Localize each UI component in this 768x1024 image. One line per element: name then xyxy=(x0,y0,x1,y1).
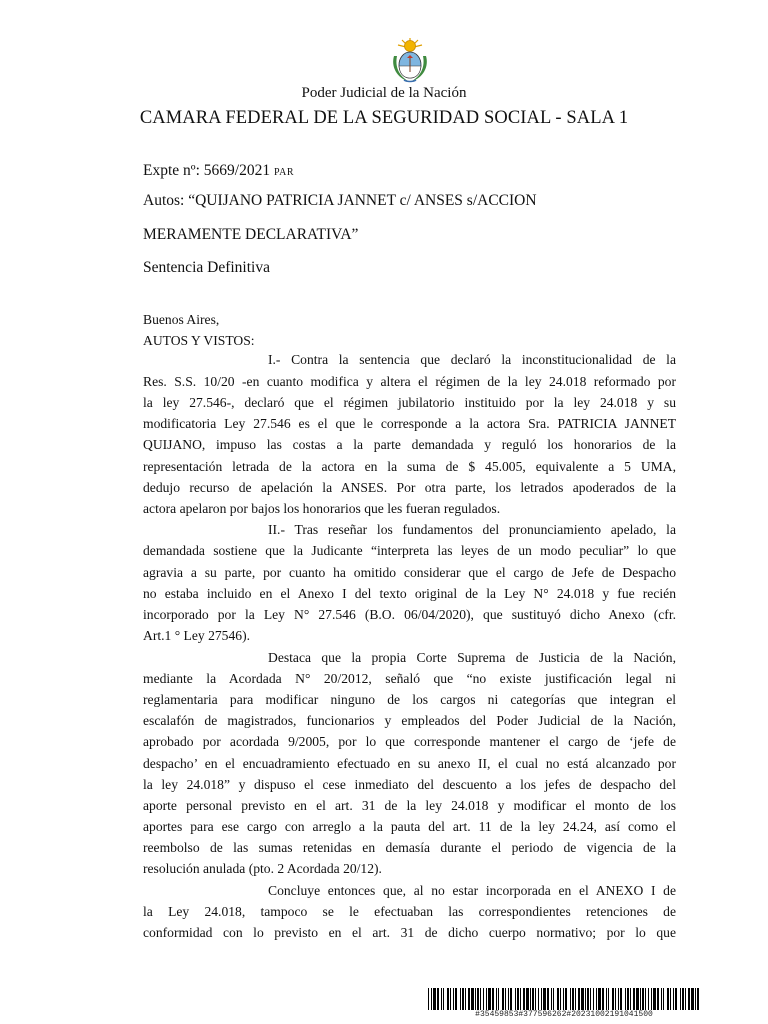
barcode-bar xyxy=(570,988,571,1010)
body-line: Res. S.S. 10/20 -en cuanto modifica y altera el régimen de la ley 24.018 reformado por xyxy=(143,374,676,389)
barcode-bar xyxy=(680,988,681,1010)
body-line: aporte personal previsto en el art. 31 de la ley 24.018 y modificar el monto de los xyxy=(143,798,676,813)
barcode-bar xyxy=(475,988,476,1010)
body-line: reembolso de las sumas retenidas en demasía durante el periodo de vigencia de la xyxy=(143,840,676,855)
barcode-bar xyxy=(455,988,457,1010)
barcode-bar xyxy=(517,988,519,1010)
argentina-coat-of-arms-icon xyxy=(388,36,432,84)
body-line: escalafón de magistrados, funcionarios y empleados del Poder Judicial de la Nación, xyxy=(143,713,676,728)
barcode-bar xyxy=(657,988,659,1010)
barcode-bar xyxy=(663,988,664,1010)
barcode-bar xyxy=(608,988,609,1010)
barcode-bar xyxy=(433,988,436,1010)
barcode-bar xyxy=(587,988,589,1010)
barcode-bar xyxy=(530,988,531,1010)
barcode-bar xyxy=(618,988,619,1010)
barcode-number: #35459853#377596262#20231002191041500 xyxy=(475,1010,653,1019)
case-number-label: Expte nº: 5669/2021 xyxy=(143,162,271,179)
barcode-bar xyxy=(462,988,464,1010)
barcode-bar xyxy=(642,988,644,1010)
barcode-bar xyxy=(443,988,444,1010)
barcode-bar xyxy=(563,988,564,1010)
body-line: Concluye entonces que, al no estar incorporada en el ANEXO I de xyxy=(268,883,676,898)
body-line: la Ley 24.018, tampoco se le efectuaban las correspondientes retenciones de xyxy=(143,904,676,919)
barcode-bar xyxy=(585,988,586,1010)
barcode-bar xyxy=(551,988,552,1010)
barcode-bar xyxy=(541,988,542,1010)
body-line: representación letrada de la actora en la suma de $ 45.005, equivalente a 5 UMA, xyxy=(143,459,676,474)
barcode-bar xyxy=(428,988,429,1010)
barcode-bar xyxy=(480,988,481,1010)
body-line: modificatoria Ley 27.546 es el que le corresponde a la actora Sra. PATRICIA JANNET xyxy=(143,416,676,431)
barcode-bar xyxy=(538,988,539,1010)
barcode-bar xyxy=(667,988,669,1010)
barcode-bar xyxy=(633,988,635,1010)
barcode-bar xyxy=(598,988,601,1010)
barcode-bar xyxy=(496,988,497,1010)
barcode-bar xyxy=(515,988,516,1010)
barcode-bar xyxy=(526,988,529,1010)
barcode-bar xyxy=(620,988,622,1010)
barcode-bar xyxy=(437,988,439,1010)
barcode-bar xyxy=(465,988,466,1010)
barcode-bar xyxy=(572,988,574,1010)
barcode-bar xyxy=(565,988,567,1010)
barcode-bar xyxy=(682,988,684,1010)
court-name: Poder Judicial de la Nación xyxy=(301,85,467,101)
barcode-bar xyxy=(532,988,534,1010)
barcode-bar xyxy=(575,988,576,1010)
barcode-bar xyxy=(543,988,546,1010)
barcode-bar xyxy=(523,988,525,1010)
body-line: la ley 27.546-, declaró que el régimen jubilatorio instituido por la ley 24.018 y su xyxy=(143,395,676,410)
body-line: I.- Contra la sentencia que declaró la inconstitucionalidad de la xyxy=(268,352,676,367)
barcode-bar xyxy=(612,988,614,1010)
case-number-suffix: PAR xyxy=(273,167,294,178)
body-line: demandada sostiene que la Judicante “interpreta las leyes de un modo peculiar” lo que xyxy=(143,543,676,558)
barcode-bar xyxy=(547,988,549,1010)
barcode-bar xyxy=(557,988,559,1010)
barcode-bar xyxy=(636,988,639,1010)
barcode-bar xyxy=(685,988,686,1010)
barcode-bar xyxy=(488,988,491,1010)
barcode-bar xyxy=(593,988,594,1010)
body-line: Buenos Aires, xyxy=(143,312,220,327)
barcode-bar xyxy=(483,988,484,1010)
barcode-bar xyxy=(502,988,504,1010)
body-line: despacho’ en el encuadramiento efectuado en su anexo II, el cual no está alcanzado por xyxy=(143,756,676,771)
barcode-bar xyxy=(471,988,474,1010)
barcode-bar xyxy=(460,988,461,1010)
barcode-bar xyxy=(615,988,616,1010)
barcode-bar xyxy=(492,988,494,1010)
barcode-bar xyxy=(468,988,470,1010)
barcode-bar xyxy=(670,988,671,1010)
barcode-bar xyxy=(651,988,652,1010)
barcode-bar xyxy=(486,988,487,1010)
barcode-bar xyxy=(688,988,690,1010)
barcode-bar xyxy=(691,988,694,1010)
barcode-bar xyxy=(625,988,626,1010)
barcode-bar xyxy=(498,988,499,1010)
body-line: conformidad con lo previsto en el art. 31 de dicho cuerpo normativo; por lo que xyxy=(143,925,676,940)
barcode-bar xyxy=(431,988,432,1010)
barcode-bar xyxy=(640,988,641,1010)
barcode-bar xyxy=(648,988,649,1010)
barcode-icon xyxy=(428,988,700,1010)
barcode-bar xyxy=(447,988,449,1010)
barcode-bar xyxy=(535,988,536,1010)
barcode-bar xyxy=(661,988,662,1010)
body-line: dedujo recurso de apelación la ANSES. Por otra parte, los letrados apoderados de la xyxy=(143,480,676,495)
barcode-bar xyxy=(627,988,629,1010)
body-line: incorporado por la Ley N° 27.546 (B.O. 06/04/2020), que sustituyó dicho Anexo (cfr. xyxy=(143,607,676,622)
barcode-bar xyxy=(653,988,656,1010)
body-line: Destaca que la propia Corte Suprema de Justicia de la Nación, xyxy=(268,650,676,665)
body-line: no estaba incluido en el Anexo I del texto original de la Ley N° 24.018 y fue recién xyxy=(143,586,676,601)
body-line: la ley 24.018” y dispuso el cese inmediato del descuento a los jefes de despacho del xyxy=(143,777,676,792)
barcode-bar xyxy=(581,988,584,1010)
barcode-bar xyxy=(675,988,677,1010)
barcode-bar xyxy=(441,988,442,1010)
case-title-line-1: Autos: “QUIJANO PATRICIA JANNET c/ ANSES s/ACCION xyxy=(143,192,537,209)
barcode-bar xyxy=(520,988,521,1010)
barcode-bar xyxy=(602,988,604,1010)
barcode-bar xyxy=(630,988,631,1010)
barcode-bar xyxy=(596,988,597,1010)
body-line: QUIJANO, impuso las costas a la parte demandada y reguló los honorarios de la xyxy=(143,437,676,452)
body-line: aportes para ese cargo con arreglo a la pauta del art. 11 de la ley 24.24, así como el xyxy=(143,819,676,834)
barcode-bar xyxy=(697,988,699,1010)
chamber-title: CAMARA FEDERAL DE LA SEGURIDAD SOCIAL - SALA 1 xyxy=(139,108,629,128)
barcode-bar xyxy=(590,988,591,1010)
barcode-bar xyxy=(477,988,479,1010)
case-title-line-2: MERAMENTE DECLARATIVA” xyxy=(143,226,359,243)
body-line: actora apelaron por bajos los honorarios que les fueran regulados. xyxy=(143,501,501,516)
body-line: resolución anulada (pto. 2 Acordada 20/12). xyxy=(143,861,382,876)
barcode-bar xyxy=(508,988,509,1010)
body-line: AUTOS Y VISTOS: xyxy=(143,333,255,348)
barcode-bar xyxy=(560,988,561,1010)
body-line: mediante la Acordada N° 20/2012, señaló que “no existe justificación legal ni xyxy=(143,671,676,686)
barcode-bar xyxy=(673,988,674,1010)
body-line: reglamentaria para modificar ninguno de los cargos ni categorías que integran el xyxy=(143,692,676,707)
barcode-bar xyxy=(510,988,512,1010)
body-line: aprobado por acordada 9/2005, por lo que corresponde mantener el cargo de ‘jefe de xyxy=(143,734,676,749)
barcode-bar xyxy=(450,988,451,1010)
barcode-bar xyxy=(453,988,454,1010)
barcode-bar xyxy=(553,988,554,1010)
barcode-bar xyxy=(606,988,607,1010)
body-line: II.- Tras reseñar los fundamentos del pronunciamiento apelado, la xyxy=(268,522,676,537)
barcode-bar xyxy=(578,988,580,1010)
barcode-bar xyxy=(695,988,696,1010)
barcode-bar xyxy=(505,988,506,1010)
document-type: Sentencia Definitiva xyxy=(143,259,270,276)
barcode-bar xyxy=(645,988,646,1010)
body-line: Art.1 ° Ley 27546). xyxy=(143,628,250,643)
body-line: agravia a su parte, por cuanto ha omitido considerar que el cargo de Jefe de Despacho xyxy=(143,565,676,580)
case-number xyxy=(143,162,294,180)
